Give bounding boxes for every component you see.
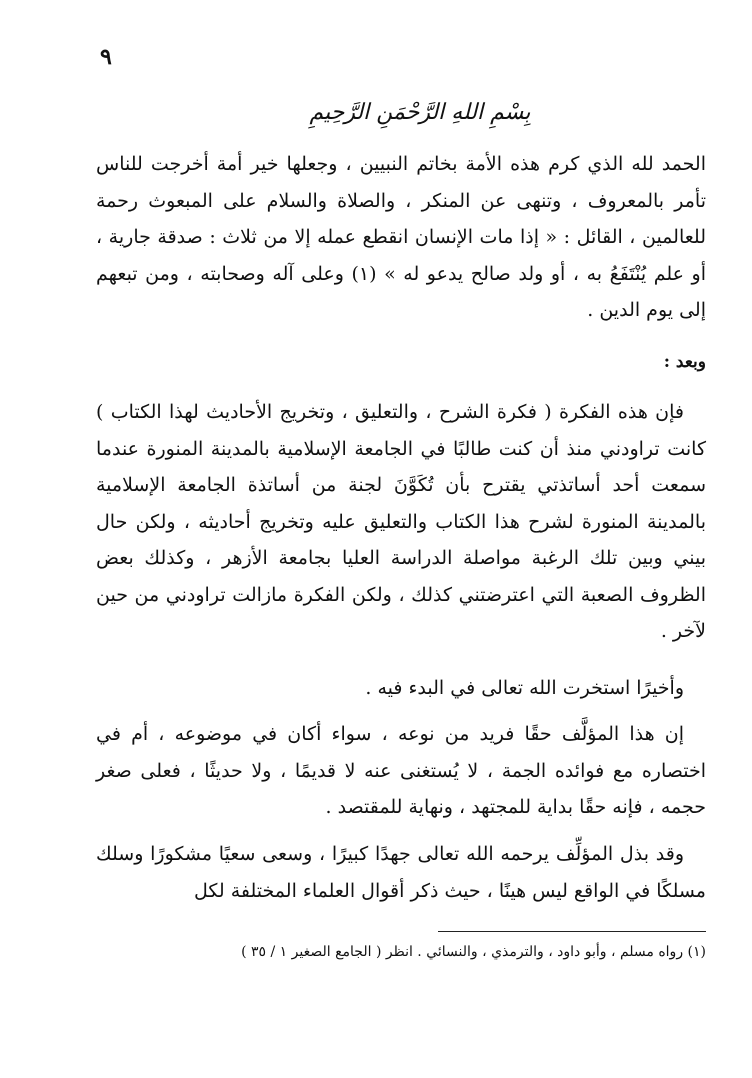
intro-paragraph: الحمد لله الذي كرم هذه الأمة بخاتم النبيين ، وجعلها خير أمة أخرجت للناس تأمر بالمعروف ، وتنهى عن المنكر ، والصلاة والسلام على المبعوث رحمة للعالمين ، القائل : « إذا مات الإنسان انقطع عمله إلا من ثلاث : صدقة جارية ، أو علم يُنْتَفَعُ به ، أو ولد صالح يدعو له » (١) وعلى آله وصحابته ، ومن تبعهم إلى يوم الدين . (96, 153, 706, 321)
footnote-divider (438, 931, 706, 932)
footnote: (١) رواه مسلم ، وأبو داود ، والترمذي ، والنسائي . انظر ( الجامع الصغير ١ / ٣٥ ) (241, 944, 706, 960)
effort-paragraph: وقد بذل المؤلِّف يرحمه الله تعالى جهدًا كبيرًا ، وسعى سعيًا مشكورًا وسلك مسلكًا في الواقع ليس هينًا ، حيث ذكر أقوال العلماء المختلفة لكل (96, 843, 706, 902)
author-paragraph: إن هذا المؤلَّف حقًا فريد من نوعه ، سواء أكان في موضوعه ، أم في اختصاره مع فوائده الجمة ، لا يُستغنى عنه لا قديمًا ، ولا حديثًا ، فعلى صغر حجمه ، فإنه حقًا بداية للمجتهد ، ونهاية للمقتصد . (96, 723, 706, 818)
main-paragraph: فإن هذه الفكرة ( فكرة الشرح ، والتعليق ، وتخريج الأحاديث لهذا الكتاب ) كانت تراودني منذ أن كنت طالبًا في الجامعة الإسلامية بالمدينة المنورة عندما سمعت أحد أساتذتي يقترح بأن تُكَوَّنَ لجنة من أساتذة الجامعة الإسلامية بالمدينة المنورة لشرح هذا الكتاب والتعليق عليه وتخريج أحاديثه ، ولكن حال بيني وبين تلك الرغبة مواصلة الدراسة العليا بجامعة الأزهر ، وكذلك بعض الظروف الصعبة التي اعترضتني كذلك ، ولكن الفكرة مازالت تراودني من حين لآخر . (96, 401, 706, 642)
page-number: ٩ (100, 44, 112, 70)
basmala-calligraphy: بِسْمِ اللهِ الرَّحْمَنِ الرَّحِيمِ (309, 100, 531, 125)
section-heading: وبعد : (663, 352, 706, 372)
finally-paragraph: وأخيرًا استخرت الله تعالى في البدء فيه . (365, 677, 684, 699)
